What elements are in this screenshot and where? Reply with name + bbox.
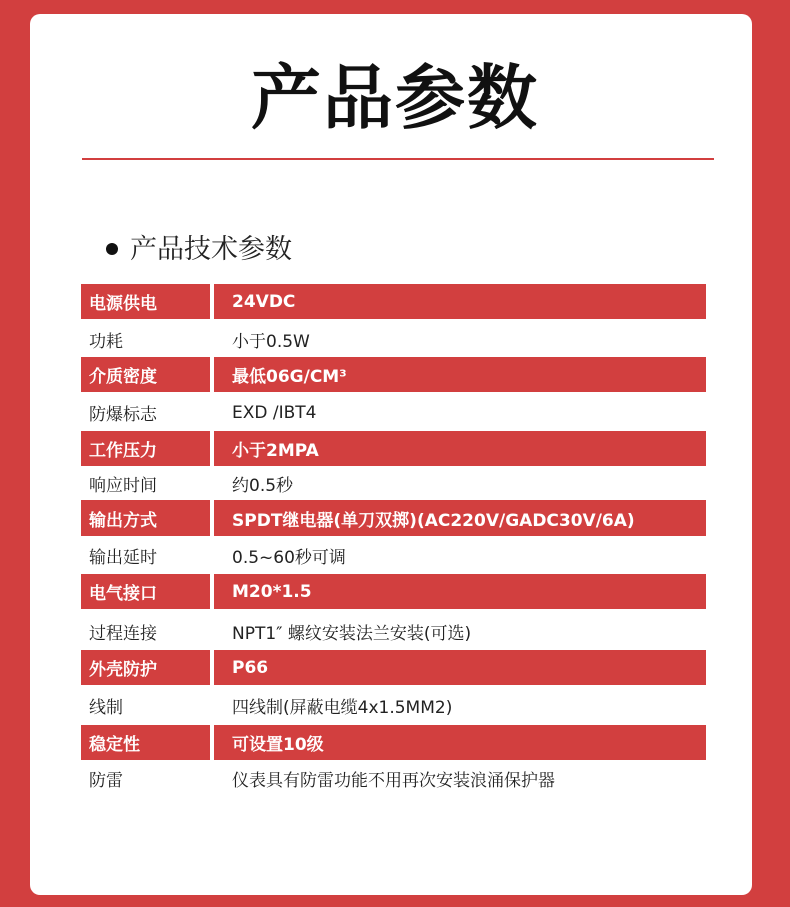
spec-label: 防爆标志 (81, 394, 210, 431)
spec-value: 0.5~60秒可调 (214, 537, 706, 574)
spec-value: 小于2MPA (214, 431, 706, 466)
spec-label: 稳定性 (81, 725, 210, 760)
spec-row-output-delay (81, 537, 706, 574)
spec-label: 工作压力 (81, 431, 210, 466)
bullet-dot-icon (106, 243, 118, 255)
spec-value: 仪表具有防雷功能不用再次安装浪涌保护器 (214, 761, 706, 795)
spec-value: 四线制(屏蔽电缆4x1.5MM2) (214, 686, 706, 724)
spec-label: 介质密度 (81, 357, 210, 392)
spec-row-output-mode (81, 500, 706, 536)
spec-value: 可设置10级 (214, 725, 706, 760)
spec-value: SPDT继电器(单刀双掷)(AC220V/GADC30V/6A) (214, 500, 706, 536)
spec-row-wiring (81, 686, 706, 724)
spec-label: 电源供电 (81, 284, 210, 319)
spec-value: P66 (214, 650, 706, 685)
spec-label: 输出方式 (81, 500, 210, 536)
spec-value: M20*1.5 (214, 574, 706, 609)
spec-label: 过程连接 (81, 612, 210, 650)
section-title: 产品技术参数 (130, 234, 292, 265)
spec-row-power-supply (81, 284, 706, 319)
spec-row-medium-density (81, 357, 706, 392)
title-divider (82, 158, 714, 160)
spec-value: 24VDC (214, 284, 706, 319)
spec-label: 防雷 (81, 761, 210, 795)
spec-row-response-time (81, 467, 706, 499)
spec-row-lightning-protection (81, 761, 706, 795)
spec-row-enclosure-protection (81, 650, 706, 685)
spec-value: 最低06G/CM³ (214, 357, 706, 392)
spec-value: 小于0.5W (214, 321, 706, 357)
spec-label: 外壳防护 (81, 650, 210, 685)
spec-row-explosion-proof (81, 394, 706, 431)
spec-value: NPT1″ 螺纹安装法兰安装(可选) (214, 612, 706, 650)
spec-value: 约0.5秒 (214, 467, 706, 499)
spec-row-electrical-interface (81, 574, 706, 609)
spec-row-working-pressure (81, 431, 706, 466)
spec-label: 功耗 (81, 321, 210, 357)
spec-label: 响应时间 (81, 467, 210, 499)
spec-value: EXD /IBT4 (214, 394, 706, 431)
spec-row-power-consumption (81, 321, 706, 357)
spec-label: 电气接口 (81, 574, 210, 609)
spec-label: 输出延时 (81, 537, 210, 574)
spec-row-stability (81, 725, 706, 760)
page-title: 产品参数 (251, 57, 539, 139)
spec-row-process-connection (81, 612, 706, 650)
spec-label: 线制 (81, 686, 210, 724)
